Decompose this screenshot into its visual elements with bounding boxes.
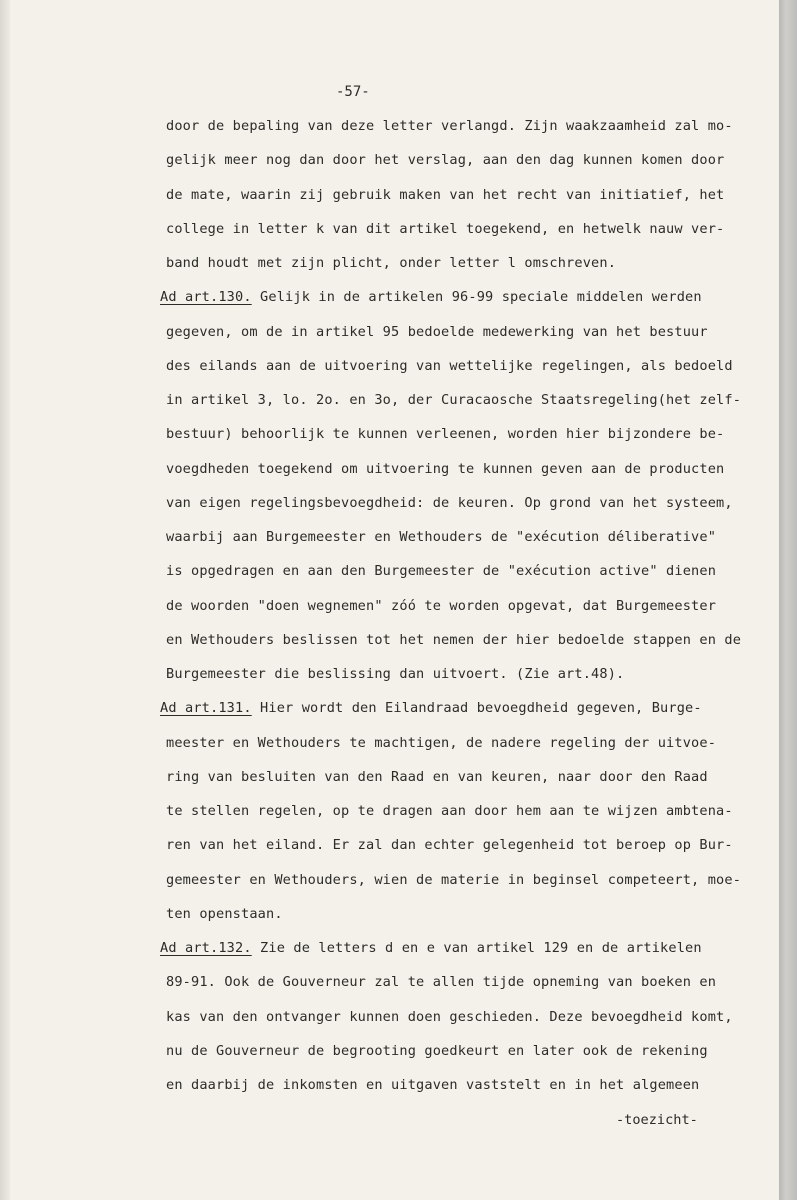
line-text: kas van den ontvanger kunnen doen geschieden. Deze bevoegdheid komt, (166, 1008, 733, 1025)
text-line (166, 906, 283, 922)
line-text: voegdheden toegekend om uitvoering te kunnen geven aan de producten (166, 460, 725, 477)
line-text: Hier wordt den Eilandraad bevoegdheid gegeven, Burge- (251, 700, 702, 717)
text-line (166, 1077, 699, 1093)
line-text: 89-91. Ook de Gouverneur zal te allen tijde opneming van boeken en (166, 974, 717, 991)
line-text: des eilands aan de uitvoering van wettelijke regelingen, als bedoeld (166, 357, 733, 374)
article-heading: Ad art.130. (160, 289, 252, 306)
line-text: te stellen regelen, op te dragen aan door hem aan te wijzen ambtena- (166, 803, 733, 819)
text-line (166, 803, 733, 819)
line-text: meester en Wethouders te machtigen, de nadere regeling der uitvoe- (166, 734, 717, 751)
line-text: gemeester en Wethouders, wien de materie in beginsel competeert, moe- (166, 871, 742, 888)
text-line (160, 940, 702, 956)
line-text: en daarbij de inkomsten en uitgaven vaststelt en in het algemeen (166, 1077, 700, 1093)
text-line (166, 872, 741, 888)
catchword: -toezicht- (616, 1112, 698, 1128)
text-line (166, 769, 708, 785)
text-line (166, 563, 716, 579)
text-line (166, 426, 724, 442)
text-line (166, 666, 624, 682)
page-number: -57- (336, 84, 370, 100)
text-line (166, 598, 716, 614)
text-line (166, 974, 716, 990)
text-line (166, 461, 724, 477)
text-line (166, 495, 733, 511)
line-text: de mate, waarin zij gebruik maken van het recht van initiatief, het (166, 186, 725, 203)
page-right-edge (779, 0, 797, 1200)
text-line (166, 529, 716, 545)
line-text: ren van het eiland. Er zal dan echter gelegenheid tot beroep op Bur- (166, 837, 733, 854)
text-line (166, 324, 708, 340)
line-text: waarbij aan Burgemeester en Wethouders de "exécution déliberative" (166, 529, 717, 545)
text-line (160, 289, 702, 305)
line-text: door de bepaling van deze letter verlangd. Zijn waakzaamheid zal mo- (166, 118, 733, 134)
line-text: ring van besluiten van den Raad en van keuren, naar door den Raad (166, 768, 708, 785)
line-text: in artikel 3, lo. 2o. en 3o, der Curacaosche Staatsregeling(het zelf- (166, 392, 742, 408)
text-line (166, 187, 724, 203)
article-heading: Ad art.132. (160, 940, 252, 956)
line-text: en Wethouders beslissen tot het nemen der hier bedoelde stappen en de (166, 631, 742, 648)
text-line (166, 221, 724, 237)
line-text: de woorden "doen wegnemen" zóó te worden opgevat, dat Burgemeester (166, 597, 717, 614)
line-text: ten openstaan. (166, 905, 283, 922)
line-text: gelijk meer nog dan door het verslag, aan den dag kunnen komen door (166, 152, 725, 169)
text-line (166, 118, 733, 134)
text-line (166, 255, 616, 271)
page-left-edge (0, 0, 10, 1200)
line-text: band houdt met zijn plicht, onder letter l omschreven. (166, 255, 617, 271)
text-line (166, 1043, 708, 1059)
text-line (166, 392, 741, 408)
line-text: van eigen regelingsbevoegdheid: de keuren. Op grond van het systeem, (166, 494, 733, 511)
text-line (166, 735, 716, 751)
line-text: Gelijk in de artikelen 96-99 speciale middelen werden (251, 289, 702, 306)
text-line (166, 152, 724, 168)
line-text: Zie de letters d en e van artikel 129 en de artikelen (251, 940, 702, 956)
text-line (160, 700, 702, 716)
line-text: Burgemeester die beslissing dan uitvoert. (Zie art.48). (166, 666, 625, 682)
line-text: gegeven, om de in artikel 95 bedoelde medewerking van het bestuur (166, 323, 708, 340)
text-line (166, 837, 733, 853)
line-text: is opgedragen en aan den Burgemeester de "exécution active" dienen (166, 563, 717, 580)
text-line (166, 1009, 733, 1025)
article-heading: Ad art.131. (160, 700, 252, 717)
line-text: nu de Gouverneur de begrooting goedkeurt en later ook de rekening (166, 1042, 708, 1059)
line-text: bestuur) behoorlijk te kunnen verleenen, worden hier bijzondere be- (166, 426, 725, 443)
line-text: college in letter k van dit artikel toegekend, en hetwelk nauw ver- (166, 220, 725, 237)
text-line (166, 632, 741, 648)
text-line (166, 358, 733, 374)
